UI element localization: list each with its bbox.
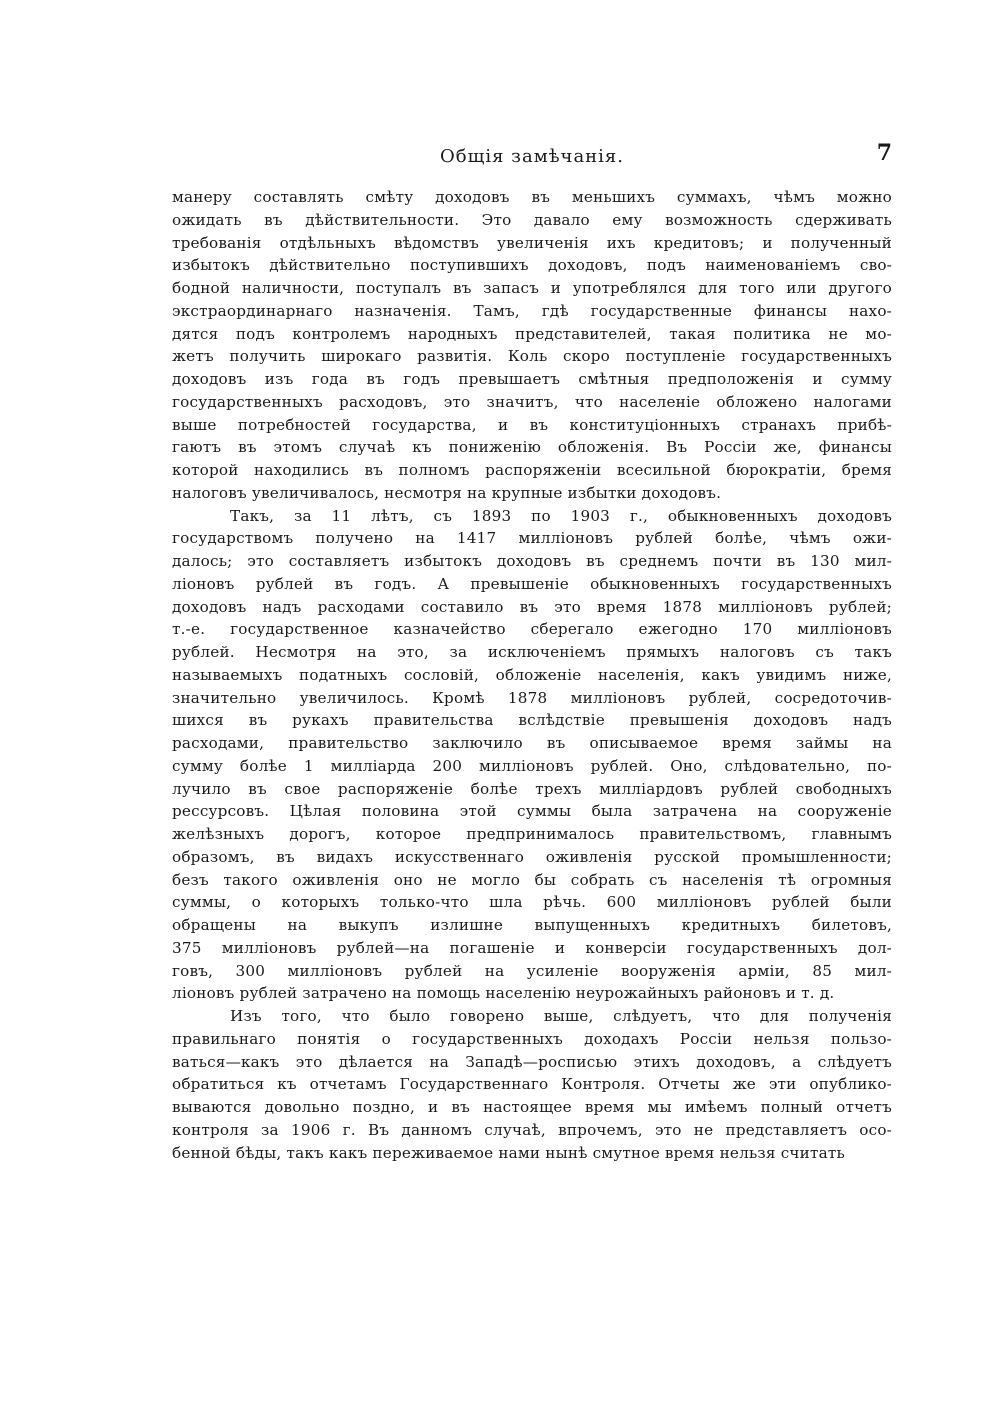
text-line: рублей. Несмотря на это, за исключеніемъ прямыхъ налоговъ съ такъ	[172, 643, 892, 661]
running-title: Общія замѣчанія.	[439, 146, 625, 167]
paragraph	[172, 505, 892, 1006]
text-line: безъ такого оживленія оно не могло бы собрать съ населенія тѣ огромныя	[172, 870, 892, 889]
text-line: суммы, о которыхъ только-что шла рѣчь. 600 милліоновъ рублей были	[172, 893, 892, 912]
text-line: жетъ получить широкаго развитія. Коль скоро поступленіе государственныхъ	[172, 347, 892, 366]
text-line: правильнаго понятія о государственныхъ доходахъ Россіи нельзя пользо-	[172, 1029, 892, 1048]
text-line: государственныхъ расходовъ, это значитъ, что населеніе обложено налогами	[172, 392, 892, 411]
text-line: бенной бѣды, такъ какъ переживаемое нами нынѣ смутное время нельзя считать	[172, 1143, 845, 1162]
text-line: доходовъ надъ расходами составило въ это время 1878 милліоновъ рублей;	[172, 597, 892, 616]
text-line: избытокъ дѣйствительно поступившихъ доходовъ, подъ наименованіемъ сво-	[172, 256, 892, 275]
text-line: значительно увеличилось. Кромѣ 1878 милліоновъ рублей, сосредоточив-	[172, 688, 892, 707]
text-line: бодной наличности, поступалъ въ запасъ и употреблялся для того или другого	[172, 279, 892, 297]
text-line: обратиться къ отчетамъ Государственнаго Контроля. Отчеты же эти опублико-	[172, 1075, 892, 1094]
text-line: ліоновъ рублей затрачено на помощь населенію неурожайныхъ районовъ и т. д.	[172, 984, 835, 1003]
text-line: образомъ, въ видахъ искусственнаго оживленія русской промышленности;	[172, 847, 892, 866]
text-line: лучило въ свое распоряженіе болѣе трехъ милліардовъ рублей свободныхъ	[172, 779, 892, 798]
text-line: шихся въ рукахъ правительства вслѣдствіе превышенія доходовъ надъ	[172, 711, 892, 730]
text-line: называемыхъ податныхъ сословій, обложеніе населенія, какъ увидимъ ниже,	[172, 665, 892, 684]
page-number: 7	[876, 140, 892, 166]
text-line: 375 милліоновъ рублей—на погашеніе и конверсіи государственныхъ дол-	[172, 938, 892, 957]
text-line: ожидать въ дѣйствительности. Это давало ему возможность сдерживать	[172, 210, 892, 229]
text-line: желѣзныхъ дорогъ, которое предпринималось правительствомъ, главнымъ	[172, 825, 892, 843]
text-line: государствомъ получено на 1417 милліоновъ рублей болѣе, чѣмъ ожи-	[172, 529, 892, 548]
text-line: говъ, 300 милліоновъ рублей на усиленіе вооруженія арміи, 85 мил-	[172, 961, 892, 980]
text-line: обращены на выкупъ излишне выпущенныхъ кредитныхъ билетовъ,	[172, 916, 892, 934]
running-head	[172, 140, 892, 174]
paragraph	[172, 186, 892, 505]
text-line: Такъ, за 11 лѣтъ, съ 1893 по 1903 г., обыкновенныхъ доходовъ	[230, 506, 892, 525]
text-line: далось; это составляетъ избытокъ доходовъ въ среднемъ почти въ 130 мил-	[172, 552, 892, 570]
text-line: доходовъ изъ года въ годъ превышаетъ смѣтныя предположенія и сумму	[172, 370, 892, 388]
text-line: выше потребностей государства, и въ конституціонныхъ странахъ прибѣ-	[172, 415, 892, 434]
text-line: манеру составлять смѣту доходовъ въ меньшихъ суммахъ, чѣмъ можно	[172, 188, 892, 206]
text-line: контроля за 1906 г. Въ данномъ случаѣ, впрочемъ, это не представляетъ осо-	[172, 1120, 892, 1139]
text-line: сумму болѣе 1 милліарда 200 милліоновъ рублей. Оно, слѣдовательно, по-	[172, 756, 892, 775]
text-line: рессурсовъ. Цѣлая половина этой суммы была затрачена на сооруженіе	[172, 802, 892, 821]
text-line: Изъ того, что было говорено выше, слѣдуетъ, что для полученія	[230, 1007, 892, 1025]
text-line: вываются довольно поздно, и въ настоящее время мы имѣемъ полный отчетъ	[172, 1098, 892, 1116]
text-line: гаютъ въ этомъ случаѣ къ пониженію обложенія. Въ Россіи же, финансы	[172, 438, 892, 457]
text-line: которой находились въ полномъ распоряженіи всесильной бюрократіи, бремя	[172, 461, 892, 479]
text-line: расходами, правительство заключило въ описываемое время займы на	[172, 734, 892, 752]
text-line: ліоновъ рублей въ годъ. А превышеніе обыкновенныхъ государственныхъ	[172, 574, 892, 593]
text-line: ваться—какъ это дѣлается на Западѣ—росписью этихъ доходовъ, а слѣдуетъ	[172, 1052, 892, 1071]
text-line: требованія отдѣльныхъ вѣдомствъ увеличенія ихъ кредитовъ; и полученный	[172, 233, 892, 252]
body-text	[172, 186, 892, 1164]
text-line: дятся подъ контролемъ народныхъ представителей, такая политика не мо-	[172, 324, 892, 343]
text-line: налоговъ увеличивалось, несмотря на крупные избытки доходовъ.	[172, 483, 722, 502]
paragraph	[172, 1005, 892, 1164]
text-line: т.-е. государственное казначейство сберегало ежегодно 170 милліоновъ	[172, 620, 892, 639]
text-line: экстраординарнаго назначенія. Тамъ, гдѣ государственные финансы нахо-	[172, 301, 892, 320]
